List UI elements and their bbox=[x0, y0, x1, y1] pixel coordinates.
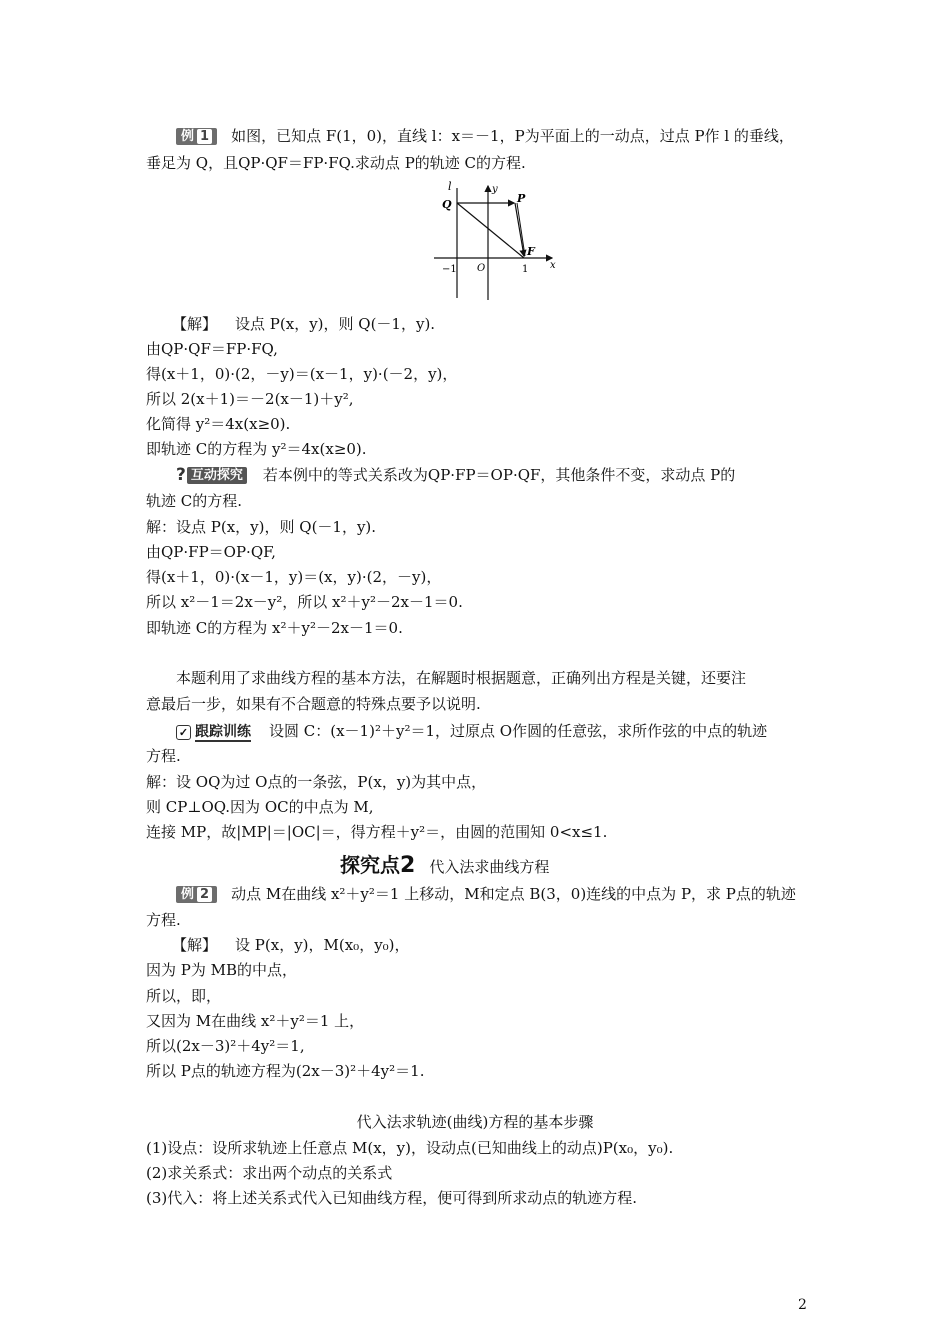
tracking-line1: ✓ 跟踪训练 设圆 C：(x－1)²＋y²＝1，过原点 O作圆的任意弦，求所作弦的中点的轨迹 bbox=[176, 721, 767, 742]
label-x: x bbox=[550, 260, 556, 271]
tracking-sol3: 连接 MP，故|MP|＝|OC|＝，得方程＋y²＝，由圆的范围知 0<x≤1. bbox=[146, 823, 608, 841]
example2-line1: 例 2 动点 M在曲线 x²＋y²＝1 上移动，M和定点 B(3，0)连线的中点为 P，求 P点的轨迹 bbox=[176, 884, 796, 904]
solution2-line2: 因为 P为 MB的中点， bbox=[146, 961, 298, 979]
page-number: 2 bbox=[798, 1297, 807, 1313]
solution1-line6: 即轨迹 C的方程为 y²＝4x(x≥0). bbox=[146, 440, 367, 458]
interactive-line2: 轨迹 C的方程. bbox=[146, 492, 243, 510]
interactive-sol5: 即轨迹 C的方程为 x²＋y²－2x－1＝0. bbox=[146, 619, 403, 637]
solution2-line4: 又因为 M在曲线 x²＋y²＝1 上， bbox=[146, 1012, 365, 1030]
example2-line2: 方程. bbox=[146, 911, 181, 929]
interactive-line1: ? 互动探究 若本例中的等式关系改为QP·FP＝OP·QF，其他条件不变，求动点 P的 bbox=[176, 465, 736, 485]
solution2-line6: 所以 P点的轨迹方程为(2x－3)²＋4y²＝1. bbox=[146, 1062, 425, 1080]
vector-PF bbox=[515, 203, 524, 256]
solution2-line1: 【解】 设 P(x，y)，M(x₀，y₀)， bbox=[172, 936, 410, 954]
tracking-sol1: 解：设 OQ为过 O点的一条弦，P(x，y)为其中点， bbox=[146, 773, 487, 791]
steps-item2: (2)求关系式：求出两个动点的关系式 bbox=[146, 1164, 393, 1182]
label-l: l bbox=[448, 180, 452, 193]
label-F: F bbox=[527, 245, 535, 258]
tracking-line2: 方程. bbox=[146, 747, 181, 765]
solution1-line4: 所以 2(x＋1)＝－2(x－1)＋y², bbox=[146, 390, 354, 408]
label-y: y bbox=[492, 184, 498, 195]
interactive-sol1: 解：设点 P(x，y)，则 Q(－1，y). bbox=[146, 518, 377, 536]
solution1-line1: 【解】 设点 P(x，y)，则 Q(－1，y). bbox=[172, 315, 436, 333]
solution1-line3: 得(x＋1，0)·(2，－y)＝(x－1，y)·(－2，y)， bbox=[146, 365, 458, 383]
steps-item1: (1)设点：设所求轨迹上任意点 M(x，y)，设动点(已知曲线上的动点)P(x₀，y₀). bbox=[146, 1139, 674, 1157]
interactive-sol3: 得(x＋1，0)·(x－1，y)＝(x，y)·(2，－y)， bbox=[146, 568, 442, 586]
example1-line1: 例 1 如图，已知点 F(1，0)，直线 l：x＝－1，P为平面上的一动点，过点 P作 l 的垂线， bbox=[176, 126, 794, 146]
steps-item3: (3)代入：将上述关系式代入已知曲线方程，便可得到所求动点的轨迹方程. bbox=[146, 1189, 638, 1207]
solution1-line2: 由QP·QF＝FP·FQ, bbox=[146, 340, 278, 358]
tracking-sol2: 则 CP⊥OQ.因为 OC的中点为 M, bbox=[146, 798, 374, 816]
label-1: 1 bbox=[522, 264, 529, 275]
label-neg1: −1 bbox=[442, 264, 457, 275]
example1-badge: 例 1 bbox=[176, 128, 217, 145]
checkmark-icon: ✓ bbox=[176, 725, 191, 740]
interactive-sol2: 由QP·FP＝OP·QF, bbox=[146, 543, 276, 561]
section2-heading: 探究点2 代入法求曲线方程 bbox=[340, 853, 550, 878]
interactive-badge: 互动探究 bbox=[187, 467, 247, 484]
example2-badge: 例 2 bbox=[176, 886, 217, 903]
tracking-badge: 跟踪训练 bbox=[195, 724, 251, 740]
solution2-line3: 所以，即， bbox=[146, 987, 222, 1005]
steps-title: 代入法求轨迹(曲线)方程的基本步骤 bbox=[356, 1113, 594, 1131]
note-line2: 意最后一步，如果有不合题意的特殊点要予以说明. bbox=[146, 695, 481, 713]
question-icon: ? bbox=[176, 465, 186, 485]
note-line1: 本题利用了求曲线方程的基本方法，在解题时根据题意，正确列出方程是关键，还要注 bbox=[176, 669, 747, 687]
coordinate-figure bbox=[420, 178, 570, 302]
label-O: O bbox=[477, 263, 486, 274]
solution2-line5: 所以(2x－3)²＋4y²＝1, bbox=[146, 1037, 305, 1055]
label-Q: Q bbox=[442, 198, 452, 211]
example1-line2: 垂足为 Q，且QP·QF＝FP·FQ.求动点 P的轨迹 C的方程. bbox=[146, 154, 526, 172]
segment-QF bbox=[457, 203, 524, 258]
interactive-sol4: 所以 x²－1＝2x－y²，所以 x²＋y²－2x－1＝0. bbox=[146, 593, 463, 611]
solution1-line5: 化简得 y²＝4x(x≥0). bbox=[146, 415, 291, 433]
label-P: P bbox=[517, 192, 526, 205]
